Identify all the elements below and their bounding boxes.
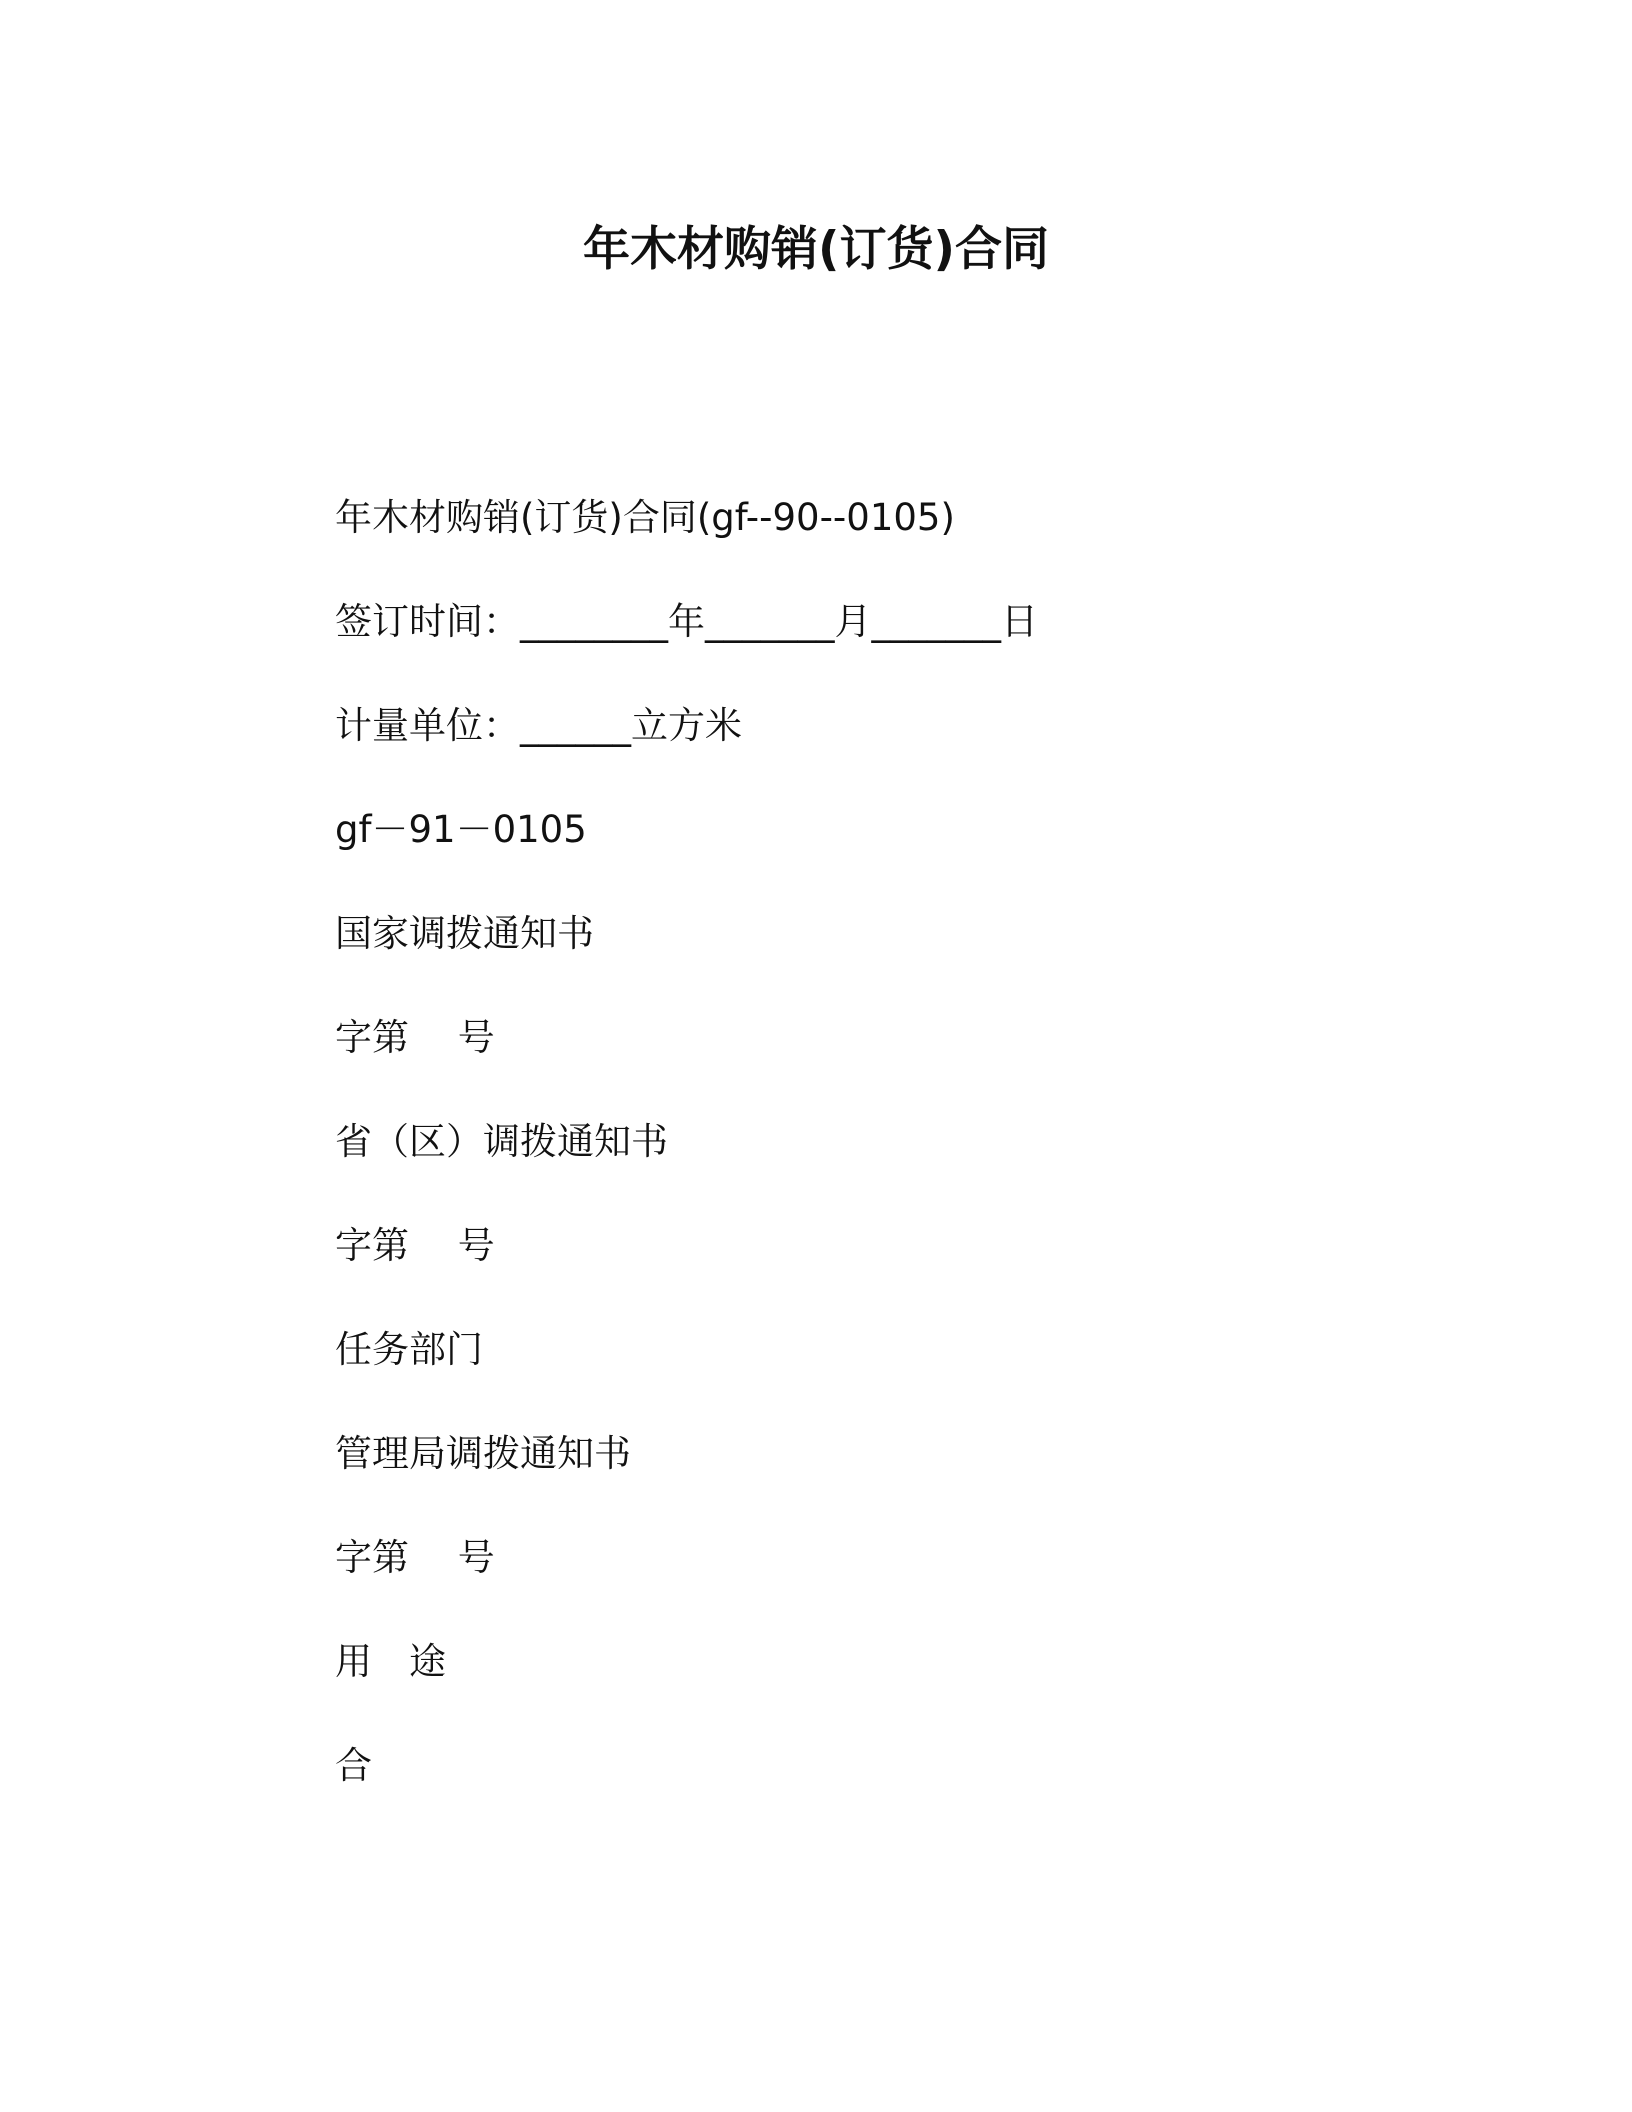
form-number-line: gf－91－0105 bbox=[335, 808, 587, 851]
contract-partial-line: 合 bbox=[335, 1744, 372, 1787]
document-body bbox=[335, 496, 1435, 1848]
contract-code-line: 年木材购销(订货)合同(gf--90--0105) bbox=[335, 496, 955, 539]
document-title: 年木材购销(订货)合同 bbox=[583, 222, 1049, 277]
usage-line: 用 途 bbox=[335, 1640, 446, 1683]
bureau-notice-number-line: 字第 号 bbox=[335, 1536, 495, 1579]
unit-line: 计量单位：______立方米 bbox=[335, 704, 742, 747]
national-notice-number-line: 字第 号 bbox=[335, 1016, 495, 1059]
national-notice-line: 国家调拨通知书 bbox=[335, 912, 594, 955]
signing-date-line: 签订时间：________年_______月_______日 bbox=[335, 600, 1038, 643]
task-department-line: 任务部门 bbox=[335, 1328, 483, 1371]
provincial-notice-line: 省（区）调拨通知书 bbox=[335, 1120, 668, 1163]
bureau-notice-line: 管理局调拨通知书 bbox=[335, 1432, 631, 1475]
provincial-notice-number-line: 字第 号 bbox=[335, 1224, 495, 1267]
